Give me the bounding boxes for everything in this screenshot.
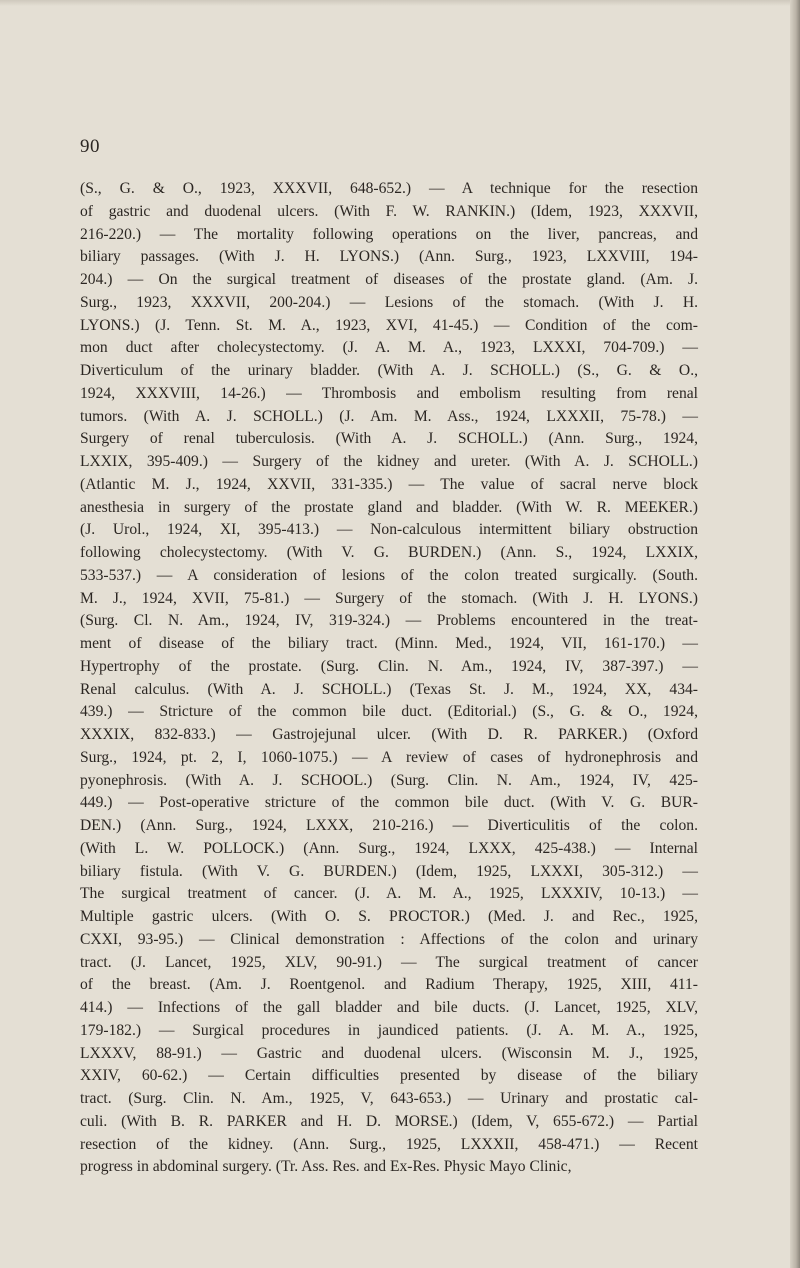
text-line: following cholecystectomy. (With V. G. BURDEN.) (Ann. S., 1924, LXXIX,: [80, 544, 698, 561]
page-edge-shadow: [790, 0, 800, 1268]
text-line: LXXIX, 395-409.) — Surgery of the kidney and ureter. (With A. J. SCHOLL.): [80, 453, 698, 470]
text-line: culi. (With B. R. PARKER and H. D. MORSE.) (Idem, V, 655-672.) — Partial: [80, 1112, 698, 1130]
text-line: 414.) — Infections of the gall bladder and bile ducts. (J. Lancet, 1925, XLV,: [80, 999, 698, 1016]
text-line: Multiple gastric ulcers. (With O. S. PROCTOR.) (Med. J. and Rec., 1925,: [80, 908, 698, 925]
bibliography-text: [80, 178, 698, 1179]
text-line: M. J., 1924, XVII, 75-81.) — Surgery of the stomach. (With J. H. LYONS.): [80, 589, 698, 607]
text-line: The surgical treatment of cancer. (J. A. M. A., 1925, LXXXIV, 10-13.) —: [80, 885, 698, 903]
text-line: 449.) — Post-operative stricture of the common bile duct. (With V. G. BUR-: [80, 794, 698, 812]
text-line: (Atlantic M. J., 1924, XXVII, 331-335.) — The value of sacral nerve block: [80, 475, 698, 493]
text-line: CXXI, 93-95.) — Clinical demonstration : Affections of the colon and urinary: [80, 930, 698, 948]
text-line: progress in abdominal surgery. (Tr. Ass. Res. and Ex-Res. Physic Mayo Clinic,: [80, 1158, 572, 1176]
text-line: of gastric and duodenal ulcers. (With F. W. RANKIN.) (Idem, 1923, XXXVII,: [80, 202, 698, 220]
text-line: Surg., 1923, XXXVII, 200-204.) — Lesions of the stomach. (With J. H.: [80, 293, 698, 311]
text-line: Renal calculus. (With A. J. SCHOLL.) (Texas St. J. M., 1924, XX, 434-: [80, 680, 698, 698]
text-line: ment of disease of the biliary tract. (Minn. Med., 1924, VII, 161-170.) —: [80, 635, 698, 652]
text-line: tumors. (With A. J. SCHOLL.) (J. Am. M. Ass., 1924, LXXXII, 75-78.) —: [80, 407, 698, 425]
text-line: LYONS.) (J. Tenn. St. M. A., 1923, XVI, 41-45.) — Condition of the com-: [80, 316, 698, 334]
text-line: Surgery of renal tuberculosis. (With A. J. SCHOLL.) (Ann. Surg., 1924,: [80, 430, 698, 448]
page-number: 90: [80, 136, 100, 157]
text-line: 179-182.) — Surgical procedures in jaundiced patients. (J. A. M. A., 1925,: [80, 1021, 698, 1039]
text-line: 204.) — On the surgical treatment of diseases of the prostate gland. (Am. J.: [80, 271, 698, 288]
text-line: (Surg. Cl. N. Am., 1924, IV, 319-324.) — Problems encountered in the treat-: [80, 612, 698, 630]
text-line: 1924, XXXVIII, 14-26.) — Thrombosis and embolism resulting from renal: [80, 384, 698, 402]
page-top-shadow: [0, 0, 800, 6]
text-line: Surg., 1924, pt. 2, I, 1060-1075.) — A review of cases of hydronephrosis and: [80, 748, 698, 766]
text-line: 216-220.) — The mortality following operations on the liver, pancreas, and: [80, 225, 698, 243]
text-line: mon duct after cholecystectomy. (J. A. M. A., 1923, LXXXI, 704-709.) —: [80, 339, 698, 357]
text-line: biliary fistula. (With V. G. BURDEN.) (Idem, 1925, LXXXI, 305-312.) —: [80, 862, 698, 880]
text-line: tract. (J. Lancet, 1925, XLV, 90-91.) — The surgical treatment of cancer: [80, 953, 698, 971]
text-line: (S., G. & O., 1923, XXXVII, 648-652.) — A technique for the resection: [80, 180, 698, 197]
text-line: 533-537.) — A consideration of lesions of the colon treated surgically. (South.: [80, 566, 698, 584]
text-line: LXXXV, 88-91.) — Gastric and duodenal ulcers. (Wisconsin M. J., 1925,: [80, 1044, 698, 1062]
text-line: (With L. W. POLLOCK.) (Ann. Surg., 1924, LXXX, 425-438.) — Internal: [80, 839, 698, 857]
text-line: DEN.) (Ann. Surg., 1924, LXXX, 210-216.) — Diverticulitis of the colon.: [80, 817, 698, 834]
text-line: pyonephrosis. (With A. J. SCHOOL.) (Surg. Clin. N. Am., 1924, IV, 425-: [80, 771, 698, 789]
text-line: XXIV, 60-62.) — Certain difficulties presented by disease of the biliary: [80, 1067, 698, 1085]
text-line: resection of the kidney. (Ann. Surg., 1925, LXXXII, 458-471.) — Recent: [80, 1135, 698, 1153]
text-line: (J. Urol., 1924, XI, 395-413.) — Non-calculous intermittent biliary obstruction: [80, 521, 698, 539]
text-line: 439.) — Stricture of the common bile duct. (Editorial.) (S., G. & O., 1924,: [80, 703, 698, 721]
text-line: anesthesia in surgery of the prostate gland and bladder. (With W. R. MEEKER.): [80, 498, 698, 516]
text-line: XXXIX, 832-833.) — Gastrojejunal ulcer. (With D. R. PARKER.) (Oxford: [80, 726, 698, 743]
text-line: Diverticulum of the urinary bladder. (With A. J. SCHOLL.) (S., G. & O.,: [80, 362, 698, 379]
text-line: biliary passages. (With J. H. LYONS.) (Ann. Surg., 1923, LXXVIII, 194-: [80, 248, 698, 266]
text-line: tract. (Surg. Clin. N. Am., 1925, V, 643-653.) — Urinary and prostatic cal-: [80, 1090, 698, 1107]
text-line: Hypertrophy of the prostate. (Surg. Clin. N. Am., 1924, IV, 387-397.) —: [80, 657, 698, 675]
text-line: of the breast. (Am. J. Roentgenol. and Radium Therapy, 1925, XIII, 411-: [80, 976, 698, 994]
